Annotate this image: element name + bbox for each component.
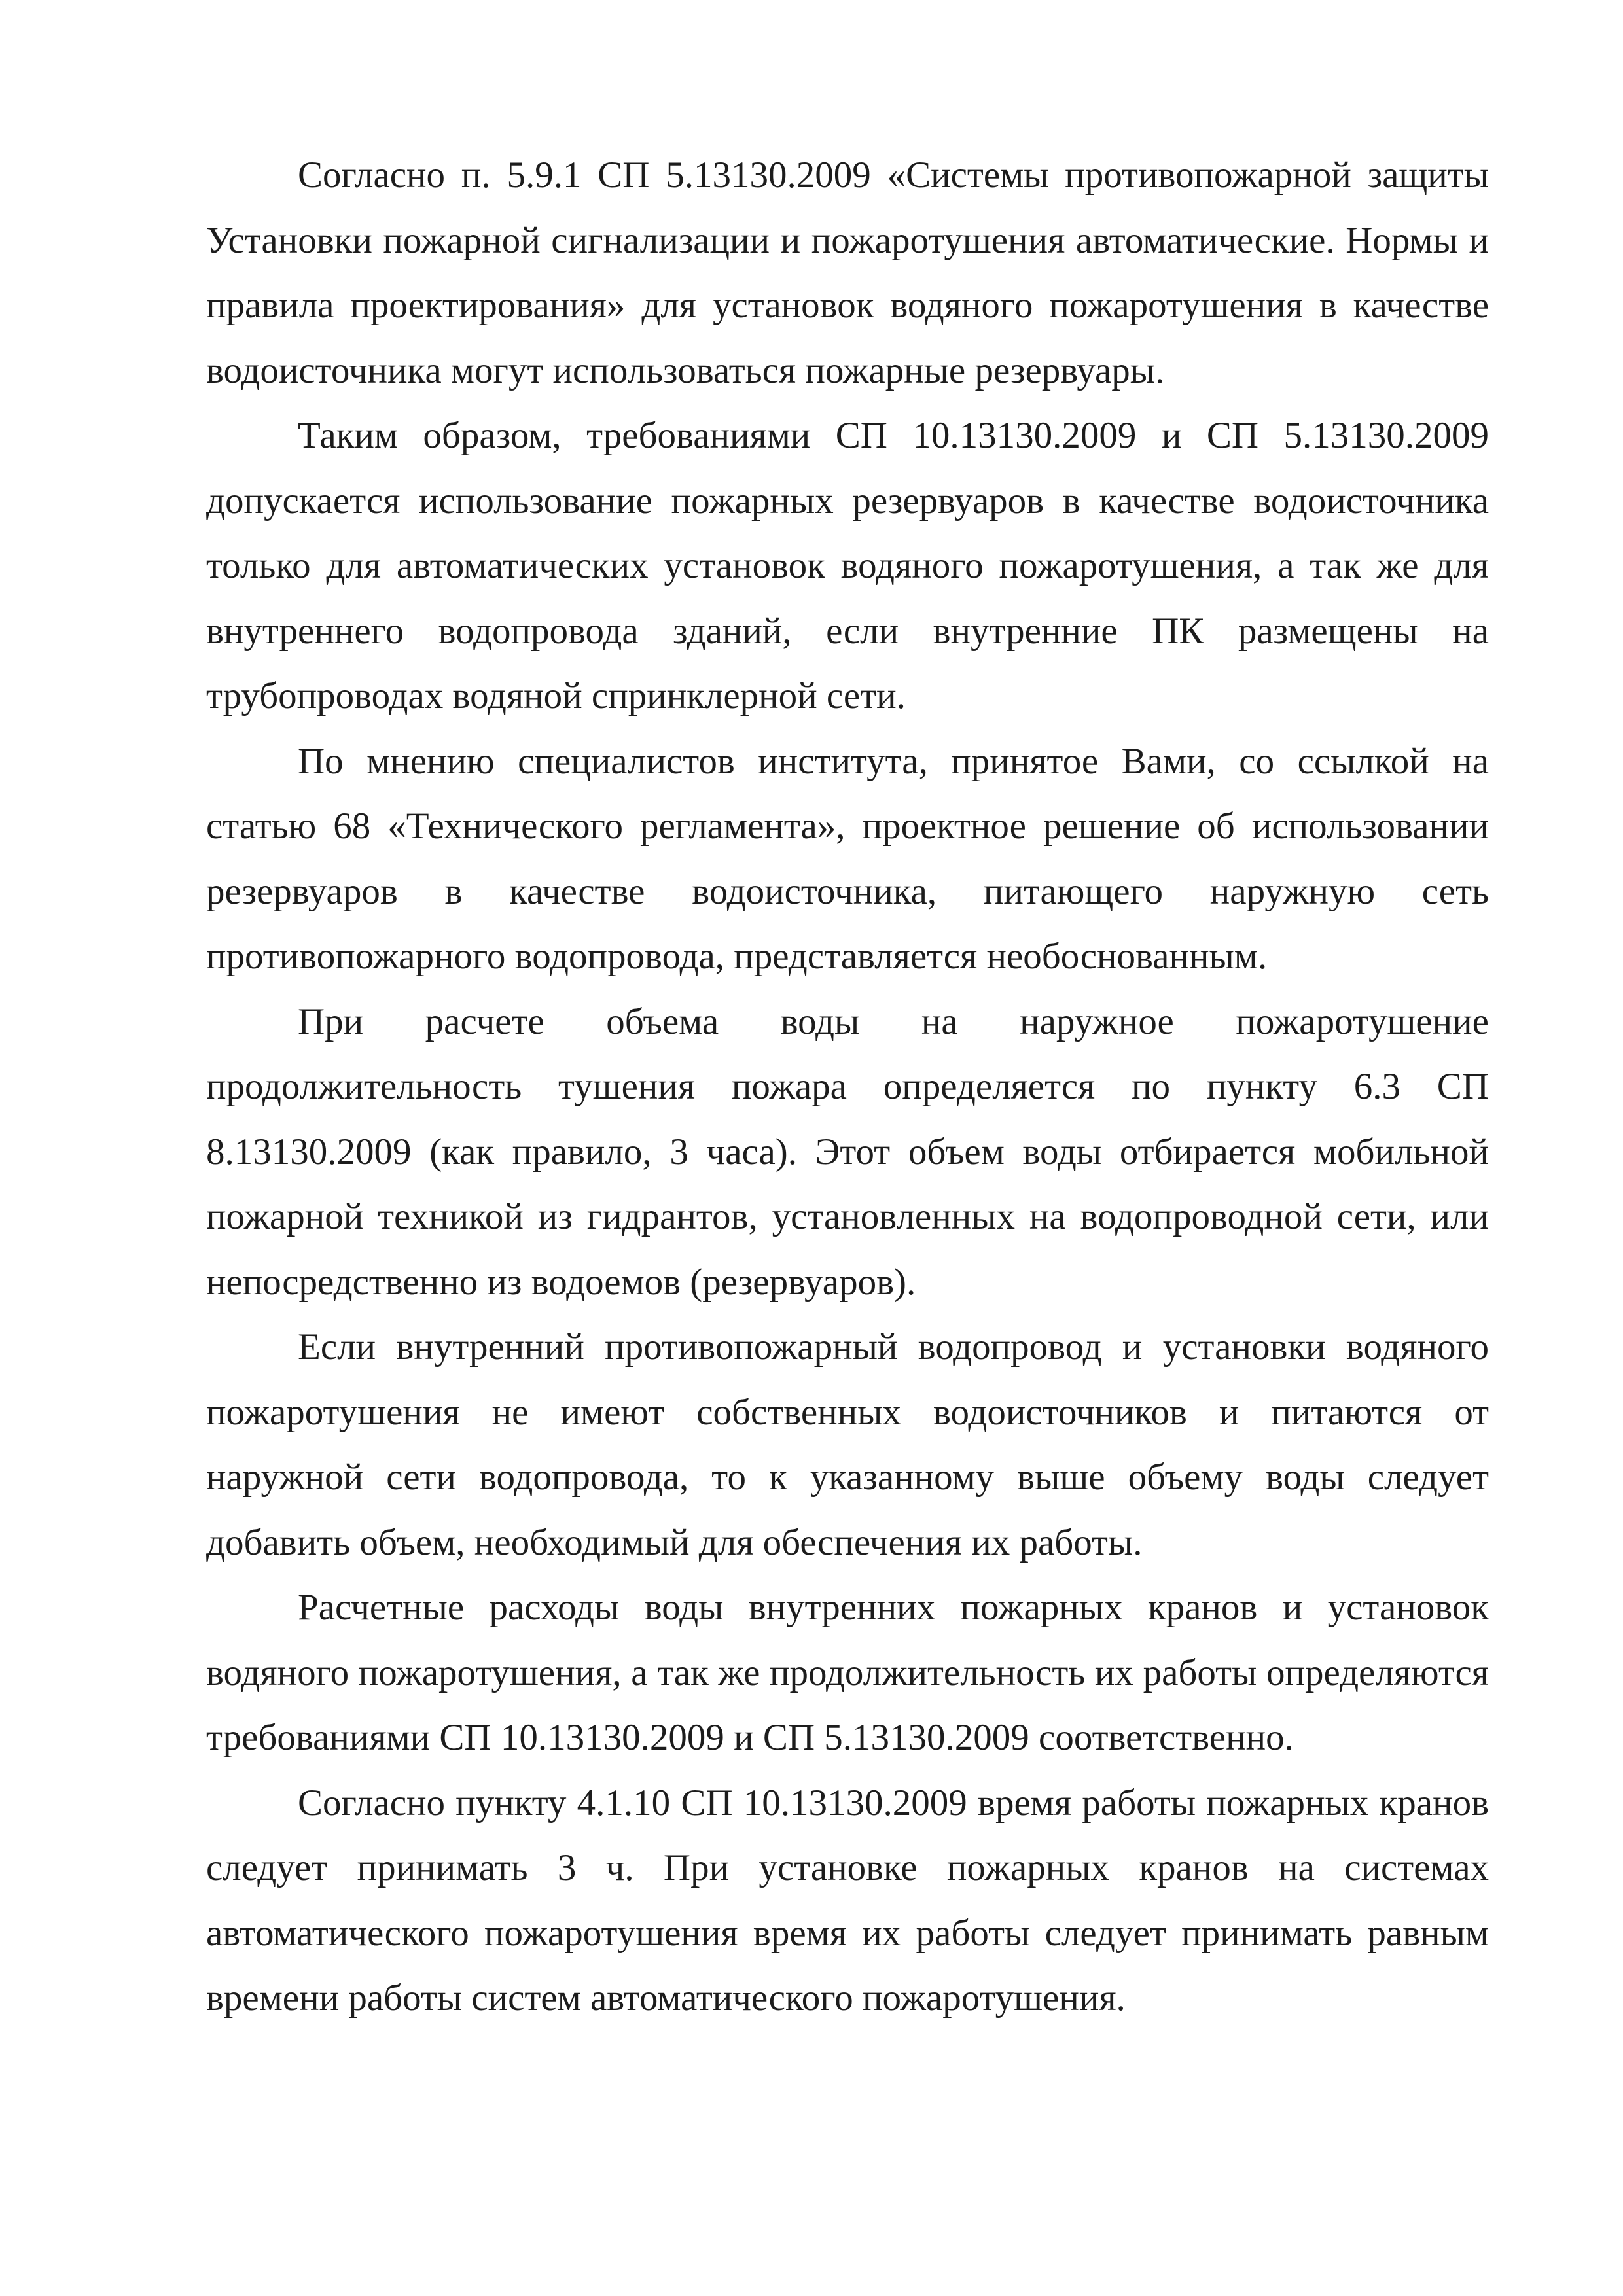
paragraph-1: Согласно п. 5.9.1 СП 5.13130.2009 «Системы противопожарной защиты Установки пожарной сигнализации и пожаротушения автоматические. Нормы и правила проектирования» для установок водяного пожаротушения в качестве водоисточника могут использоваться пожарные резервуары. <box>206 154 1489 391</box>
paragraph-6: Расчетные расходы воды внутренних пожарных кранов и установок водяного пожаротушения, а так же продолжительность их работы определяются требованиями СП 10.13130.2009 и СП 5.13130.2009 соответственно. <box>206 1587 1489 1758</box>
document-body <box>206 143 1489 2031</box>
paragraph-2: Таким образом, требованиями СП 10.13130.2009 и СП 5.13130.2009 допускается использование пожарных резервуаров в качестве водоисточника только для автоматических установок водяного пожаротушения, а так же для внутреннего водопровода зданий, если внутренние ПК размещены на трубопроводах водяной спринклерной сети. <box>206 415 1489 716</box>
paragraph-7: Согласно пункту 4.1.10 СП 10.13130.2009 время работы пожарных кранов следует принимать 3 ч. При установке пожарных кранов на системах автоматического пожаротушения время их работы следует принимать равным времени работы систем автоматического пожаротушения. <box>206 1782 1489 2019</box>
paragraph-4: При расчете объема воды на наружное пожаротушение продолжительность тушения пожара определяется по пункту 6.3 СП 8.13130.2009 (как правило, 3 часа). Этот объем воды отбирается мобильной пожарной техникой из гидрантов, установленных на водопроводной сети, или непосредственно из водоемов (резервуаров). <box>206 1000 1489 1303</box>
paragraph-3: По мнению специалистов института, принятое Вами, со ссылкой на статью 68 «Технического регламента», проектное решение об использовании резервуаров в качестве водоисточника, питающего наружную сеть противопожарного водопровода, представляется необоснованным. <box>206 740 1489 977</box>
paragraph-5: Если внутренний противопожарный водопровод и установки водяного пожаротушения не имеют собственных водоисточников и питаются от наружной сети водопровода, то к указанному выше объему воды следует добавить объем, необходимый для обеспечения их работы. <box>206 1326 1489 1563</box>
